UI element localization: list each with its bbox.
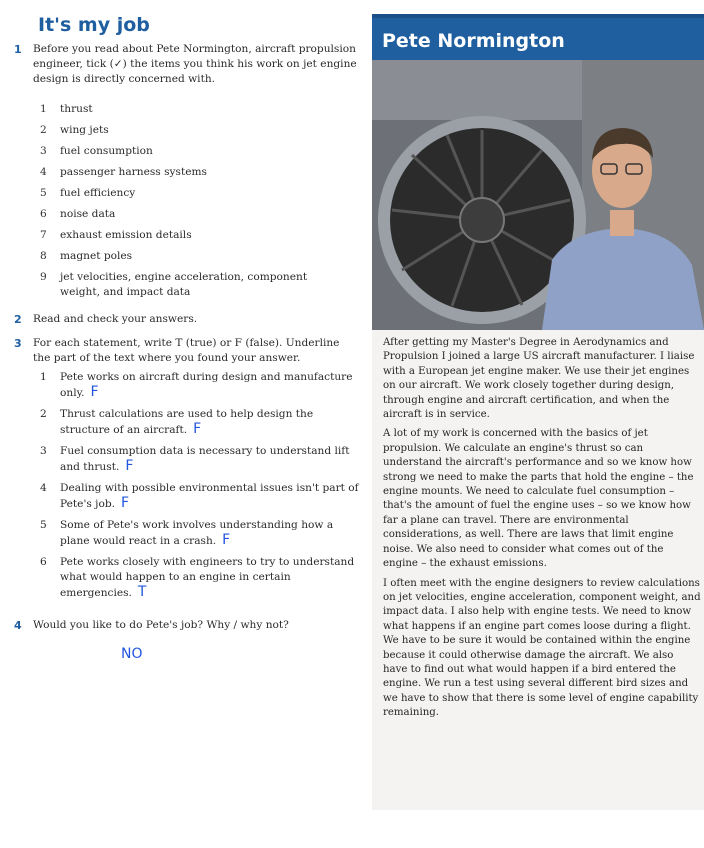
- list-item[interactable]: 1 thrust: [40, 103, 93, 115]
- panel-title: Pete Normington: [382, 30, 565, 52]
- list-item[interactable]: 2 wing jets: [40, 124, 109, 136]
- list-item[interactable]: 9 jet velocities, engine acceleration, component weight, and impact data: [40, 271, 308, 298]
- list-item[interactable]: 7 exhaust emission details: [40, 229, 192, 241]
- list-item[interactable]: 8 magnet poles: [40, 250, 133, 262]
- statement-list: [40, 370, 360, 607]
- list-item[interactable]: 4 passenger harness systems: [40, 166, 207, 178]
- panel-header: [372, 14, 704, 60]
- question-text: Read and check your answers.: [33, 313, 198, 325]
- question-number: 2: [14, 313, 22, 326]
- statement-item: 2 Thrust calculations are used to help design the structure of an aircraft. F: [40, 408, 314, 437]
- list-item[interactable]: 3 fuel consumption: [40, 145, 153, 157]
- handwritten-answer[interactable]: F: [90, 384, 99, 400]
- handwritten-answer[interactable]: F: [120, 495, 130, 511]
- handwritten-answer-q4[interactable]: NO: [121, 646, 143, 662]
- list-item[interactable]: 5 fuel efficiency: [40, 187, 136, 199]
- statement-item: 3 Fuel consumption data is necessary to understand lift and thrust. F: [40, 445, 350, 474]
- statement-item: 6 Pete works closely with engineers to try to understand what would happen to an engine in certain emergencies. T: [40, 556, 355, 600]
- handwritten-answer[interactable]: F: [193, 421, 202, 437]
- handwritten-answer[interactable]: T: [137, 584, 147, 600]
- page-title: It's my job: [38, 14, 150, 36]
- question-number: 4: [14, 619, 22, 632]
- statement-item: 5 Some of Pete's work involves understanding how a plane would react in a crash. F: [40, 519, 334, 548]
- handwritten-answer[interactable]: F: [222, 532, 231, 548]
- handwritten-answer[interactable]: F: [125, 458, 134, 474]
- question-2: [14, 312, 359, 327]
- question-1: [14, 42, 359, 87]
- question-text: Before you read about Pete Normington, aircraft propulsion engineer, tick (✓) the items you think his work on jet engine design is directly concerned with.: [33, 43, 357, 85]
- question-text: For each statement, write T (true) or F (false). Underline the part of the text where you found your answer.: [33, 337, 340, 364]
- question-4: [14, 618, 359, 633]
- article-paragraph: A lot of my work is concerned with the basics of jet propulsion. We calculate an engine's thrust so can understand the aircraft's performance and so we know how strong we need to make the parts that hold the engine – the engine mounts. We need to calculate fuel consumption – that's the amount of fuel the engine uses – so we know how far a plane can travel. There are environmental considerations, as well. There are laws that limit engine noise. We also need to consider what comes out of the engine – the exhaust emissions.: [383, 428, 694, 570]
- question-number: 3: [14, 337, 22, 350]
- question-3: [14, 336, 359, 366]
- article-paragraph: After getting my Master's Degree in Aerodynamics and Propulsion I joined a large US aircraft manufacturer. I liaise with a European jet engine maker. We use their jet engines on our aircraft. We work closely together during design, through engine and aircraft certification, and when the aircraft is in service.: [383, 337, 695, 421]
- question-number: 1: [14, 43, 22, 56]
- item-list: [40, 102, 360, 300]
- question-text: Would you like to do Pete's job? Why / why not?: [33, 619, 289, 631]
- engineer-photo: [372, 60, 704, 330]
- statement-item: 4 Dealing with possible environmental issues isn't part of Pete's job. F: [40, 482, 359, 511]
- list-item[interactable]: 6 noise data: [40, 208, 116, 220]
- photo-illustration: [372, 60, 704, 330]
- statement-item: 1 Pete works on aircraft during design and manufacture only. F: [40, 371, 353, 400]
- article-body: [383, 336, 701, 726]
- article-paragraph: I often meet with the engine designers to review calculations on jet velocities, engine acceleration, component weight, and impact data. I also help with engine tests. We need to know what happens if an engine part comes loose during a flight. We have to be sure it would be contained within the engine because it could otherwise damage the aircraft. We also have to find out what would happen if a bird entered the engine. We run a test using several different bird sizes and we have to show that there is some level of engine capability remaining.: [383, 577, 701, 719]
